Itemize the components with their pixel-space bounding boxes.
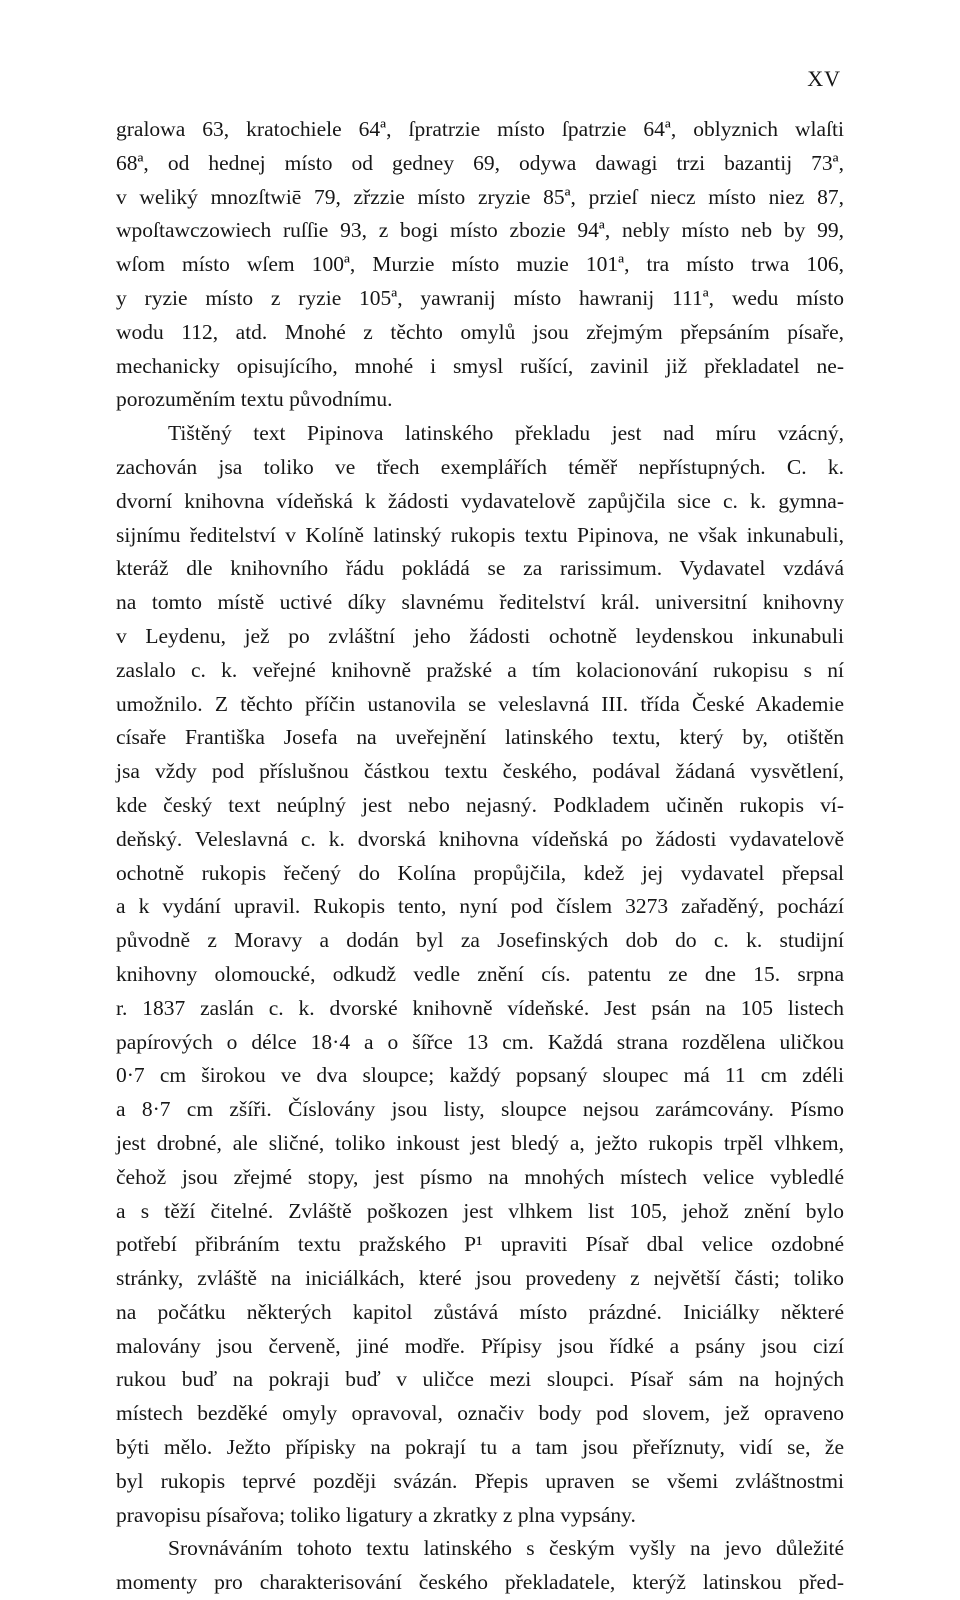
text-line: býti mělo. Ježto přípisky na pokrají tu a tam jsou přeříznuty, vidí se, že: [116, 1435, 844, 1460]
text-line: malovány jsou červeně, jiné modře. Přípisy jsou řídké a psány jsou cizí: [116, 1333, 844, 1358]
text-line: mechanicky opisujícího, mnohé i smysl rušící, zavinil již překladatel ne-: [116, 353, 844, 378]
text-line: Tištěný text Pipinova latinského překladu jest nad míru vzácný,: [168, 421, 844, 446]
text-line: wpoſtawczowiech ruſſie 93, z bogi místo zbozie 94ª, nebly místo neb by 99,: [116, 218, 844, 243]
text-line: na počátku některých kapitol zůstává místo prázdné. Iniciálky některé: [116, 1299, 844, 1324]
text-line: porozuměním textu původnímu.: [116, 387, 393, 412]
text-line: stránky, zvláště na iniciálkách, které jsou provedeny z největší části; toliko: [116, 1266, 844, 1291]
text-line: knihovny olomoucké, odkudž vedle znění cís. patentu ze dne 15. srpna: [116, 961, 844, 986]
text-line: 68ª, od hednej místo od gedney 69, odywa dawagi trzi bazantij 73ª,: [116, 150, 844, 175]
text-line: pravopisu písařova; toliko ligatury a zkratky z plna vypsány.: [116, 1502, 636, 1527]
text-line: r. 1837 zaslán c. k. dvorské knihovně vídeňské. Jest psán na 105 listech: [116, 995, 844, 1020]
text-line: Srovnáváním tohoto textu latinského s českým vyšly na jevo důležité: [168, 1536, 844, 1561]
text-line: původně z Moravy a dodán byl za Josefinských dob do c. k. studijní: [116, 928, 844, 953]
text-line: a 8·7 cm zšíři. Číslovány jsou listy, sloupce nejsou zarámcovány. Písmo: [116, 1097, 844, 1122]
text-line: jsa vždy pod příslušnou částkou textu českého, podával žádaná vysvětlení,: [116, 759, 844, 784]
text-line: na tomto místě uctivé díky slavnému ředitelství král. universitní knihovny: [116, 590, 844, 615]
text-line: v Leydenu, jež po zvláštní jeho žádosti ochotně leydenskou inkunabuli: [116, 623, 844, 648]
text-line: jest drobné, ale sličné, toliko inkoust jest bledý a, ježto rukopis trpěl vlhkem,: [116, 1130, 844, 1155]
text-line: a k vydání upravil. Rukopis tento, nyní pod číslem 3273 zařaděný, pochází: [116, 894, 844, 919]
text-line: zaslalo c. k. veřejné knihovně pražské a tím kolacionování rukopisu s ní: [116, 657, 844, 682]
text-line: čehož jsou zřejmé stopy, jest písmo na mnohých místech velice vybledlé: [116, 1164, 844, 1189]
text-line: 0·7 cm širokou ve dva sloupce; každý popsaný sloupec má 11 cm zdéli: [116, 1063, 844, 1088]
text-line: rukou buď na pokraji buď v uličce mezi sloupci. Písař sám na hojných: [116, 1367, 844, 1392]
text-line: dvorní knihovna vídeňská k žádosti vydavatelově zapůjčila sice c. k. gymna-: [116, 488, 844, 513]
text-line: císaře Františka Josefa na uveřejnění latinského textu, který by, otištěn: [116, 725, 844, 750]
body-text: [116, 113, 844, 1600]
text-line: umožnilo. Z těchto příčin ustanovila se veleslavná III. třída České Akademie: [116, 691, 844, 716]
text-line: momenty pro charakterisování českého překladatele, kterýž latinskou před-: [116, 1570, 844, 1595]
text-line: y ryzie místo z ryzie 105ª, yawranij místo hawranij 111ª, wedu místo: [116, 285, 844, 310]
text-line: wſom místo wſem 100ª, Murzie místo muzie 101ª, tra místo trwa 106,: [116, 252, 844, 277]
text-line: papírových o délce 18·4 a o šířce 13 cm. Každá strana rozdělena uličkou: [116, 1029, 844, 1054]
text-line: gralowa 63, kratochiele 64ª, ſpratrzie místo ſpatrzie 64ª, oblyznich wlaſti: [116, 117, 844, 141]
text-line: sijnímu ředitelství v Kolíně latinský rukopis textu Pipinova, ne však inkunabuli,: [116, 522, 844, 547]
page-number: XV: [807, 66, 841, 91]
text-line: deňský. Veleslavná c. k. dvorská knihovna vídeňská po žádosti vydavatelově: [116, 826, 844, 851]
text-line: kde český text neúplný jest nebo nejasný. Podkladem učiněn rukopis ví-: [116, 792, 844, 817]
text-line: ochotně rukopis řečený do Kolína propůjčila, kdež jej vydavatel přepsal: [116, 860, 844, 885]
text-line: místech bezděké omyly opravoval, označiv body pod slovem, jež opraveno: [116, 1401, 844, 1426]
text-line: v weliký mnozſtwiē 79, zřzzie místo zryzie 85ª, przieſ niecz místo niez 87,: [116, 184, 844, 209]
text-line: a s těží čitelné. Zvláště poškozen jest vlhkem list 105, jehož znění bylo: [116, 1198, 844, 1223]
text-line: potřebí přibráním textu pražského P¹ upraviti Písař dbal velice ozdobné: [116, 1232, 844, 1257]
text-line: kteráž dle knihovního řádu pokládá se za rarissimum. Vydavatel vzdává: [116, 556, 844, 581]
text-line: byl rukopis teprvé později svázán. Přepis upraven se všemi zvláštnostmi: [116, 1468, 844, 1493]
text-line: zachován jsa toliko ve třech exemplářích téměř nepřístupných. C. k.: [116, 454, 844, 479]
text-line: wodu 112, atd. Mnohé z těchto omylů jsou zřejmým přepsáním písaře,: [116, 319, 844, 344]
